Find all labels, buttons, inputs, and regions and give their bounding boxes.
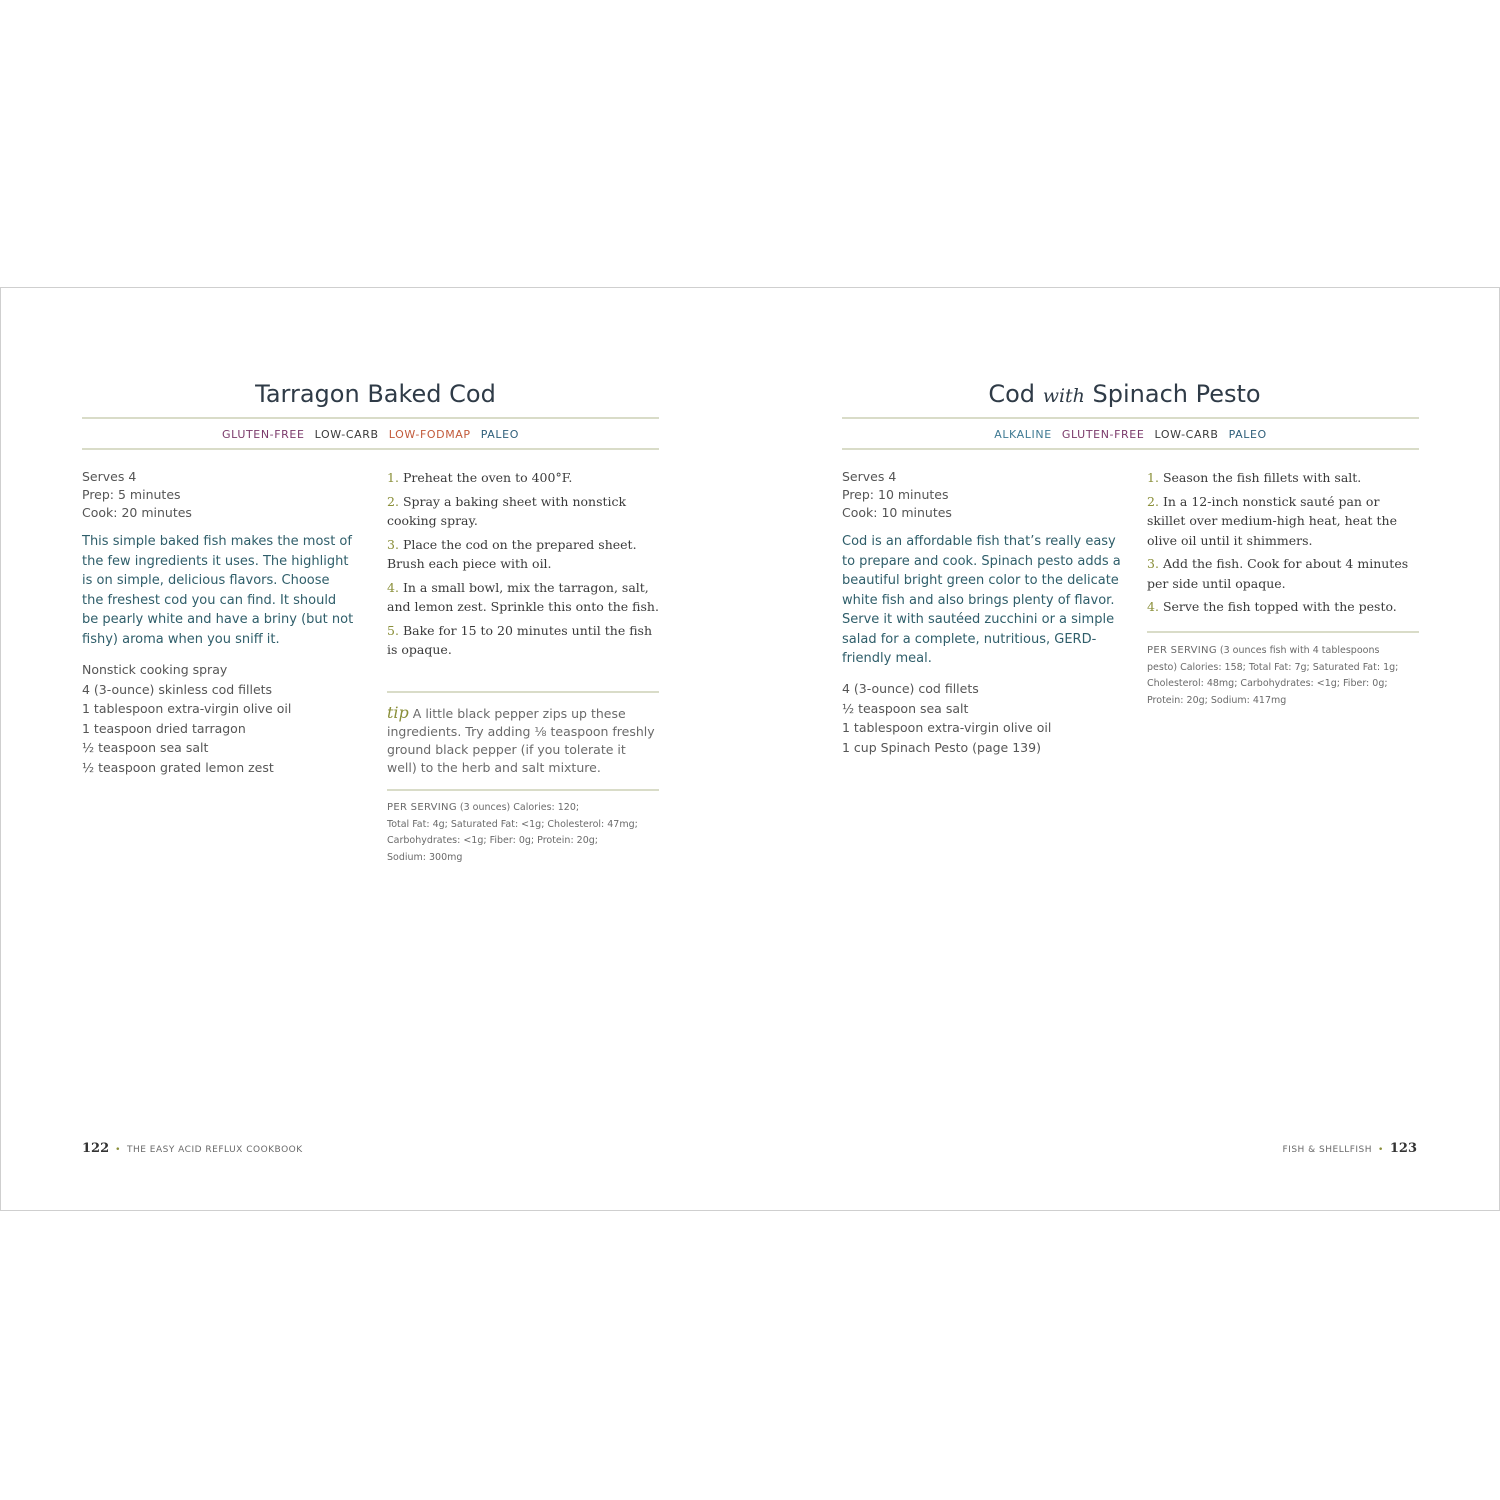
serves: Serves 4 xyxy=(82,469,137,484)
folio-separator: • xyxy=(115,1145,121,1155)
intro-line: the freshest cod you can find. It should xyxy=(82,592,337,608)
running-head: THE EASY ACID REFLUX COOKBOOK xyxy=(126,1145,303,1155)
recipe-title xyxy=(750,380,1499,408)
ingredient: 1 teaspoon dried tarragon xyxy=(82,720,246,736)
nutrition-info xyxy=(1147,643,1419,709)
step-text: Bake for 15 to 20 minutes until the fish is opaque. xyxy=(387,622,653,657)
ingredient: ½ teaspoon sea salt xyxy=(842,700,969,716)
folio-separator: • xyxy=(1378,1145,1384,1155)
tag-low-fodmap: LOW-FODMAP xyxy=(388,428,471,441)
nutrition-label: PER SERVING xyxy=(387,802,457,813)
step xyxy=(387,578,659,617)
ingredient: ½ teaspoon grated lemon zest xyxy=(82,759,274,775)
step xyxy=(1147,554,1419,593)
intro-line: beautiful bright green color to the delicate xyxy=(842,573,1119,588)
nutrition-line: pesto) Calories: 158; Total Fat: 7g; Saturated Fat: 1g; xyxy=(1147,661,1399,673)
tag-low-carb: LOW-CARB xyxy=(1154,428,1219,441)
step xyxy=(1147,468,1419,488)
left-page xyxy=(1,288,750,1210)
ingredient: 4 (3-ounce) cod fillets xyxy=(842,681,979,696)
intro-line: white fish and also brings plenty of flavor. xyxy=(842,592,1115,608)
tip-label: tip xyxy=(387,703,409,722)
step-text: In a small bowl, mix the tarragon, salt, and lemon zest. Sprinkle this onto the fish. xyxy=(387,579,659,614)
instruction-steps xyxy=(1147,468,1419,621)
nutrition-rule xyxy=(1147,631,1419,633)
intro-line: to prepare and cook. Spinach pesto adds a xyxy=(842,553,1121,569)
step xyxy=(387,535,659,574)
tip-rule xyxy=(387,691,659,693)
step-number: 4. xyxy=(387,579,399,595)
instruction-steps xyxy=(387,468,659,664)
step-number: 3. xyxy=(1147,556,1159,571)
tag-paleo: PALEO xyxy=(480,428,519,441)
cook-time: Cook: 10 minutes xyxy=(842,505,952,520)
step-text: Season the fish fillets with salt. xyxy=(1162,470,1362,485)
ingredient: 4 (3-ounce) skinless cod fillets xyxy=(82,681,273,697)
step-text: Preheat the oven to 400°F. xyxy=(402,470,573,485)
intro-line: Serve it with sautéed zucchini or a simple xyxy=(842,612,1115,627)
title-rule xyxy=(842,417,1419,419)
nutrition-line: Sodium: 300mg xyxy=(387,851,463,863)
recipe-intro xyxy=(82,532,362,649)
tag-gluten-free: GLUTEN-FREE xyxy=(1061,428,1145,441)
intro-line: Cod is an affordable fish that’s really easy xyxy=(842,534,1116,549)
ingredient: 1 cup Spinach Pesto (page 139) xyxy=(842,739,1041,755)
step-text: In a 12-inch nonstick sauté pan or skillet over medium-high heat, heat the olive oil until it shimmers. xyxy=(1147,493,1397,548)
prep-time: Prep: 5 minutes xyxy=(82,487,181,502)
step xyxy=(1147,492,1419,551)
tip-box xyxy=(387,704,659,777)
nutrition-line: Total Fat: 4g; Saturated Fat: <1g; Cholesterol: 47mg; xyxy=(387,818,638,830)
recipe-meta xyxy=(82,468,192,522)
book-spread xyxy=(0,287,1500,1211)
ingredient: Nonstick cooking spray xyxy=(82,662,228,677)
nutrition-line: Cholesterol: 48mg; Carbohydrates: <1g; Fiber: 0g; xyxy=(1147,678,1388,689)
tag-low-carb: LOW-CARB xyxy=(314,428,379,441)
nutrition-rule xyxy=(387,789,659,791)
page-number: 122 xyxy=(82,1141,110,1156)
serves: Serves 4 xyxy=(842,469,897,484)
step-number: 2. xyxy=(387,493,399,509)
nutrition-info xyxy=(387,800,659,866)
title-with: with xyxy=(1042,385,1085,407)
step-number: 2. xyxy=(1147,493,1159,509)
tip-text: A little black pepper zips up these ingredients. Try adding ⅛ teaspoon freshly ground black pepper (if you tolerate it well) to the herb and salt mixture. xyxy=(387,706,655,775)
tag-paleo: PALEO xyxy=(1228,428,1267,441)
step xyxy=(387,468,659,488)
page-footer xyxy=(82,1141,303,1156)
tag-gluten-free: GLUTEN-FREE xyxy=(222,428,305,441)
ingredient-list xyxy=(82,660,291,777)
recipe-meta xyxy=(842,468,952,522)
nutrition-line: (3 ounces) Calories: 120; xyxy=(459,802,580,813)
page-footer xyxy=(1282,1141,1417,1156)
step-text: Spray a baking sheet with nonstick cooking spray. xyxy=(387,493,627,528)
title-rule xyxy=(82,417,659,419)
intro-line: This simple baked fish makes the most of xyxy=(82,534,352,549)
step-number: 1. xyxy=(1147,470,1159,485)
ingredient: 1 tablespoon extra-virgin olive oil xyxy=(82,701,292,716)
step-text: Place the cod on the prepared sheet. Brush each piece with oil. xyxy=(387,536,637,571)
intro-line: the few ingredients it uses. The highlight xyxy=(82,553,349,569)
step-number: 1. xyxy=(387,470,399,485)
step-text: Serve the fish topped with the pesto. xyxy=(1162,599,1397,614)
intro-line: be pearly white and have a briny (but not xyxy=(82,612,354,627)
tag-alkaline: ALKALINE xyxy=(994,428,1052,441)
title-part: Spinach Pesto xyxy=(1092,380,1261,408)
step xyxy=(1147,597,1419,617)
intro-line: salad for a complete, nutritious, GERD- xyxy=(842,631,1097,647)
nutrition-line: (3 ounces fish with 4 tablespoons xyxy=(1219,645,1380,656)
running-head: FISH & SHELLFISH xyxy=(1282,1145,1373,1155)
ingredient: ½ teaspoon sea salt xyxy=(82,740,209,755)
prep-time: Prep: 10 minutes xyxy=(842,487,949,502)
nutrition-line: Carbohydrates: <1g; Fiber: 0g; Protein: 20g; xyxy=(387,835,598,846)
intro-line: fishy) aroma when you sniff it. xyxy=(82,631,280,647)
step-number: 4. xyxy=(1147,599,1159,614)
nutrition-line: Protein: 20g; Sodium: 417mg xyxy=(1147,694,1287,706)
tags-rule xyxy=(842,448,1419,450)
step xyxy=(387,492,659,531)
intro-line: friendly meal. xyxy=(842,651,932,666)
ingredient-list xyxy=(842,679,1051,757)
diet-tags xyxy=(82,428,659,441)
recipe-intro xyxy=(842,532,1127,669)
step-number: 3. xyxy=(387,536,399,552)
intro-line: is on simple, delicious flavors. Choose xyxy=(82,573,330,588)
step-number: 5. xyxy=(387,622,399,638)
recipe-title: Tarragon Baked Cod xyxy=(255,380,496,408)
right-page xyxy=(750,288,1499,1210)
step xyxy=(387,621,659,660)
page-number: 123 xyxy=(1389,1141,1417,1156)
title-part: Cod xyxy=(988,380,1036,408)
tags-rule xyxy=(82,448,659,450)
ingredient: 1 tablespoon extra-virgin olive oil xyxy=(842,720,1052,735)
step-text: Add the fish. Cook for about 4 minutes per side until opaque. xyxy=(1147,556,1409,591)
nutrition-label: PER SERVING xyxy=(1147,645,1217,656)
cook-time: Cook: 20 minutes xyxy=(82,505,192,520)
diet-tags xyxy=(842,428,1419,441)
